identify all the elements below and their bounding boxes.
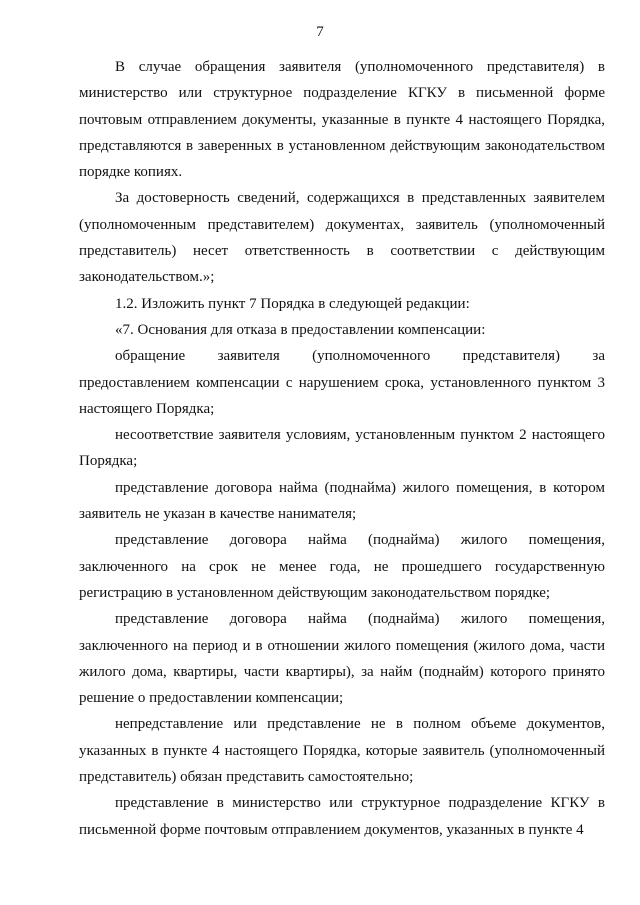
- paragraph-ground-unregistered: представление договора найма (поднайма) жилого помещения, заключенного на срок не менее года, не прошедшего государственную регистрацию в установленном действующим законодательством порядке;: [79, 532, 605, 601]
- paragraph-amendment-1-2: 1.2. Изложить пункт 7 Порядка в следующей редакции:: [115, 295, 470, 312]
- paragraph-ground-mail-submission: представление в министерство или структурное подразделение КГКУ в письменной форме почтовым отправлением документов, указанных в пункте 4: [79, 795, 605, 838]
- paragraph-ground-conditions: несоответствие заявителя условиям, установленным пунктом 2 настоящего Порядка;: [79, 427, 605, 470]
- page-number: 7: [316, 24, 324, 40]
- document-body: [79, 54, 605, 843]
- paragraph-responsibility: За достоверность сведений, содержащихся в представленных заявителем (уполномоченным представителем) документах, заявитель (уполномоченный представитель) несет ответственность в соответствии с действующим законодательством.»;: [79, 190, 605, 286]
- paragraph-ground-deadline: обращение заявителя (уполномоченного представителя) за предоставлением компенсации с нарушением срока, установленного пунктом 3 настоящего Порядка;: [79, 348, 605, 417]
- paragraph-ground-already-decided: представление договора найма (поднайма) жилого помещения, заключенного на период и в отношении жилого помещения (жилого дома, части жилого дома, квартиры, части квартиры), за найм (поднайм) которого принято решение о предоставлении компенсации;: [79, 611, 605, 707]
- paragraph-ground-incomplete-documents: непредставление или представление не в полном объеме документов, указанных в пункте 4 настоящего Порядка, которые заявитель (уполномоченный представитель) обязан представить самостоятельно;: [79, 716, 605, 786]
- paragraph-documents-by-mail: В случае обращения заявителя (уполномоченного представителя) в министерство или структурное подразделение КГКУ в письменной форме почтовым отправлением документы, указанные в пункте 4 настоящего Порядка, представляются в заверенных в установленном действующим законодательством порядке копиях.: [79, 59, 605, 181]
- paragraph-refusal-grounds-heading: «7. Основания для отказа в предоставлении компенсации:: [115, 321, 486, 338]
- paragraph-ground-not-tenant: представление договора найма (поднайма) жилого помещения, в котором заявитель не указан в качестве нанимателя;: [79, 479, 605, 523]
